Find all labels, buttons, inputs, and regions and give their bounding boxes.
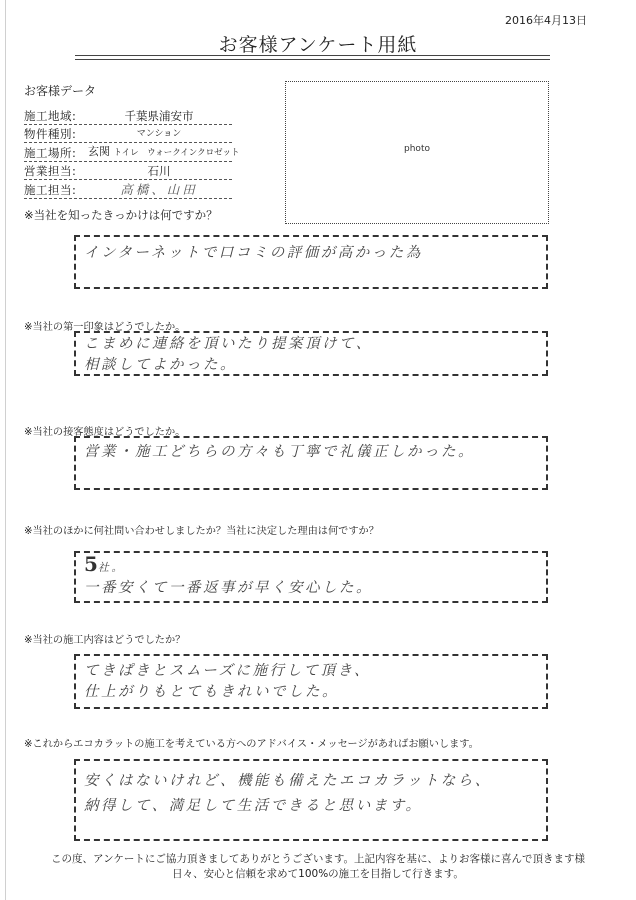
answer-box-customer-service — [74, 436, 548, 490]
location-sub: トイレ ウォークインクロゼット — [113, 147, 240, 158]
info-row-construction-staff — [24, 180, 232, 199]
question-first-impression: ※当社の第一印象はどうでしたか。 — [24, 322, 186, 333]
question-how-found: ※当社を知ったきっかけは何ですか？ — [24, 208, 218, 222]
answer-box-first-impression — [74, 331, 548, 376]
answer-box-other-companies — [74, 551, 548, 603]
closing-message-line: この度、アンケートにご協力頂きましてありがとうございます。上記内容を基に、よりお客様に喜んで頂きます様 — [50, 853, 586, 865]
answer-line: 納得して、満足して生活できると思います。 — [84, 798, 423, 814]
answer-line: 営業・施工どちらの方々も丁寧で礼儀正しかった。 — [84, 444, 475, 460]
info-value-sales-rep: 石川 — [147, 164, 171, 179]
answer-company-count: 5 — [84, 552, 98, 576]
info-label: 施工場所: — [24, 145, 77, 160]
answer-line: 相談してよかった。 — [84, 357, 237, 373]
answer-line: 一番安くて一番返事が早く安心した。 — [84, 580, 373, 596]
info-label: 物件種別: — [24, 127, 77, 142]
info-label: 施工担当: — [24, 182, 77, 197]
info-row-property-type — [24, 125, 232, 144]
customer-data-heading: お客様データ — [24, 84, 97, 98]
answer-line: 仕上がりもとてもきれいでした。 — [84, 684, 339, 700]
info-row-sales-rep — [24, 162, 232, 181]
answer-line — [84, 554, 538, 578]
answer-box-how-found — [74, 235, 548, 289]
customer-data-table — [24, 106, 240, 199]
photo-placeholder — [285, 81, 549, 224]
survey-date: 2016年4月13日 — [505, 14, 587, 27]
info-value-area: 千葉県浦安市 — [124, 108, 194, 123]
title-double-rule — [75, 55, 550, 60]
info-value-location — [86, 144, 239, 161]
answer-count-suffix: 社。 — [97, 561, 125, 574]
info-row-location — [24, 143, 240, 162]
answer-box-construction-quality — [74, 654, 548, 709]
answer-line: こまめに連絡を頂いたり提案頂けて、 — [84, 336, 373, 352]
answer-line: インターネットで口コミの評価が高かった為 — [84, 245, 423, 261]
page-edge-rule — [5, 0, 6, 900]
info-value-property-type: マンション — [136, 129, 182, 140]
info-label: 施工地域: — [24, 108, 77, 123]
answer-box-advice-message — [74, 759, 548, 841]
question-construction-quality: ※当社の施工内容はどうでしたか？ — [24, 635, 186, 646]
answer-line: 安くはないけれど、機能も備えたエコカラットなら、 — [84, 773, 492, 789]
closing-message — [0, 852, 636, 882]
question-advice-message: ※これからエコカラットの施工を考えている方へのアドバイス・メッセージがあればお願いします。 — [24, 739, 479, 750]
location-main: 玄関 — [88, 144, 110, 158]
page-title: お客様アンケート用紙 — [218, 34, 418, 56]
info-label: 営業担当: — [24, 164, 77, 179]
closing-message-line: 日々、安心と信頼を求めて100%の施工を目指して行きます。 — [172, 868, 464, 880]
answer-line: てきぱきとスムーズに施行して頂き、 — [84, 663, 371, 679]
info-value-construction-staff: 高橋、山田 — [120, 181, 198, 197]
question-customer-service: ※当社の接客態度はどうでしたか。 — [24, 427, 186, 438]
info-row-area — [24, 106, 232, 125]
question-other-companies: ※当社のほかに何社問い合わせしましたか？当社に決定した理由は何ですか？ — [24, 526, 379, 537]
photo-label: photo — [404, 144, 430, 154]
